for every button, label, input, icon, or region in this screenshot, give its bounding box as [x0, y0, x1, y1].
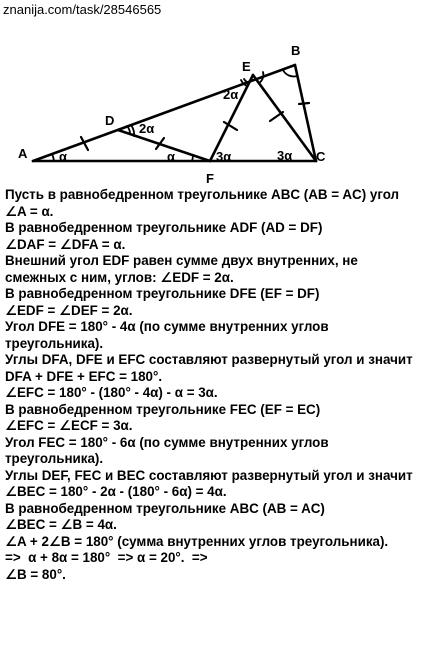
- solution-text: [5, 187, 429, 583]
- arc-F-left: [192, 155, 193, 161]
- segment-DF: [118, 130, 210, 161]
- angle-label-C: 3α: [277, 148, 293, 163]
- angle-label-F-left: α: [167, 149, 175, 164]
- triangle-lines: [33, 65, 316, 161]
- tick-EC: [270, 112, 283, 121]
- angle-label-D: 2α: [139, 121, 155, 136]
- solution-line: ∠EFC = 180° - (180° - 4α) - α = 3α.: [5, 385, 218, 400]
- solution-line: DFA + DFE + EFC = 180°.: [5, 368, 163, 384]
- equality-ticks: [81, 103, 309, 150]
- solution-line: треугольника).: [5, 335, 104, 351]
- angle-label-F-right: 3α: [216, 149, 232, 164]
- label-D: D: [105, 113, 115, 128]
- solution-line: В равнобедренном треугольнике ABC (AB = AC): [5, 500, 325, 516]
- solution-line: => α + 8α = 180° => α = 20°. =>: [5, 550, 208, 565]
- solution-line: В равнобедренном треугольнике ADF (AD = DF): [5, 220, 323, 235]
- angle-label-A: α: [59, 149, 67, 164]
- solution-line: ∠A + 2∠B = 180° (сумма внутренних углов треугольника).: [5, 533, 389, 549]
- solution-line: ∠DAF = ∠DFA = α.: [5, 236, 126, 252]
- geometry-figure: [0, 0, 432, 185]
- arc-B: [283, 70, 297, 76]
- solution-line: Угол FEC = 180° - 6α (по сумме внутренних углов: [5, 434, 329, 450]
- tick-BC: [299, 103, 309, 104]
- solution-line: В равнобедренном треугольнике FEC (EF = EC): [5, 401, 321, 417]
- solution-line: Угол DFE = 180° - 4α (по сумме внутренних углов: [5, 319, 329, 334]
- source-url: znanija.com/task/28546565: [3, 2, 162, 17]
- label-E: E: [242, 59, 251, 74]
- solution-line: ∠EFC = ∠ECF = 3α.: [5, 418, 133, 433]
- solution-line: Пусть в равнобедренном треугольнике ABC (AB = AC) угол: [5, 187, 400, 202]
- label-A: A: [18, 146, 28, 161]
- angle-labels: [59, 87, 292, 164]
- label-B: B: [291, 43, 301, 58]
- solution-line: В равнобедренном треугольнике DFE (EF = DF): [5, 286, 320, 301]
- label-C: C: [316, 149, 326, 164]
- solution-line: ∠EDF = ∠DEF = 2α.: [5, 302, 133, 318]
- solution-line: Углы DEF, FEC и BEC составляют развернутый угол и значит: [5, 467, 413, 483]
- label-F: F: [206, 171, 214, 185]
- solution-line: ∠B = 80°.: [5, 566, 66, 582]
- solution-line: ∠BEC = ∠B = 4α.: [5, 517, 117, 532]
- angle-label-E: 2α: [223, 87, 239, 102]
- solution-line: треугольника).: [5, 451, 104, 466]
- solution-line: Внешний угол EDF равен сумме двух внутренних, не: [5, 253, 358, 268]
- solution-line: Углы DFA, DFE и EFC составляют развернутый угол и значит: [5, 352, 413, 367]
- solution-line: ∠A = α.: [5, 203, 54, 219]
- solution-line: смежных с ним, углов: ∠EDF = 2α.: [5, 269, 234, 285]
- solution-line: ∠BEC = 180° - 2α - (180° - 6α) = 4α.: [5, 484, 227, 499]
